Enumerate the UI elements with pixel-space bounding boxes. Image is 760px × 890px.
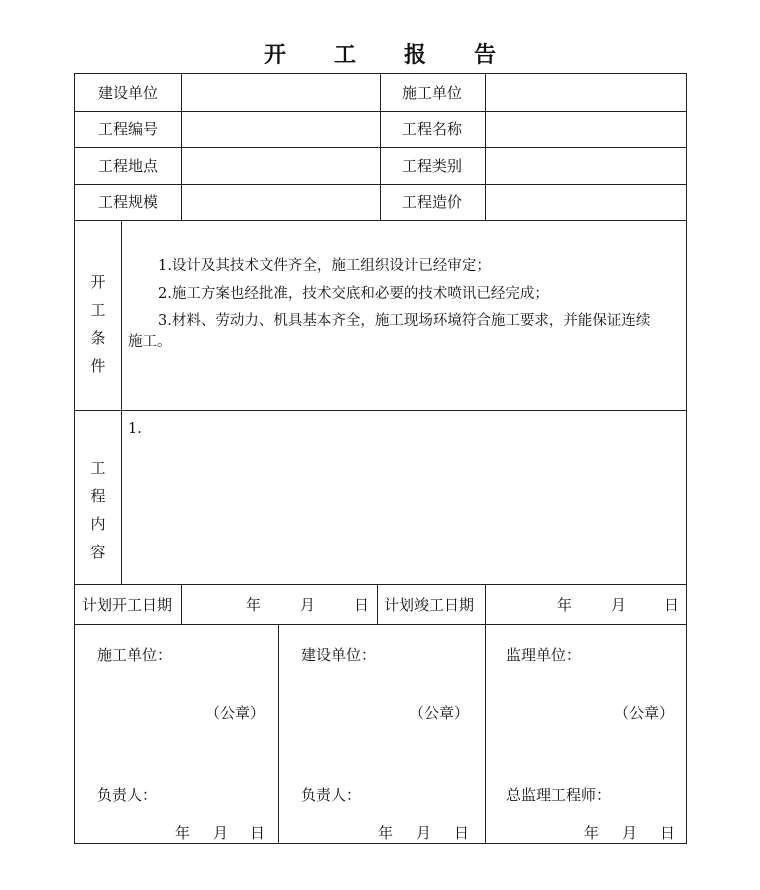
sign-builder-month: 月 xyxy=(416,824,432,842)
content-label-char: 程 xyxy=(90,487,106,505)
col-divider xyxy=(278,624,279,843)
sign-builder-seal: （公章） xyxy=(409,704,470,722)
col-divider xyxy=(485,73,486,220)
project-name-label: 工程名称 xyxy=(402,120,463,138)
condition-item: 3.材料、劳动力、机具基本齐全，施工现场环境符合施工要求，并能保证连续 xyxy=(158,313,651,329)
sign-construction-seal: （公章） xyxy=(205,704,266,722)
conditions-label-char: 件 xyxy=(90,357,106,375)
col-divider xyxy=(121,220,122,584)
project-category-value[interactable] xyxy=(494,156,674,176)
sign-construction-year: 年 xyxy=(175,824,191,842)
content-label-char: 工 xyxy=(90,459,106,477)
planned-start-label: 计划开工日期 xyxy=(82,596,173,614)
sign-supervision-seal: （公章） xyxy=(614,704,675,722)
conditions-label-char: 工 xyxy=(90,301,106,319)
sign-supervision-day: 日 xyxy=(660,824,676,842)
title-char: 工 xyxy=(333,42,356,68)
sign-builder-year: 年 xyxy=(378,824,394,842)
col-divider xyxy=(380,73,381,220)
planned-end-label: 计划竣工日期 xyxy=(384,596,475,614)
row-divider xyxy=(74,410,686,411)
end-month: 月 xyxy=(611,596,627,614)
start-day: 日 xyxy=(354,596,370,614)
project-cost-label: 工程造价 xyxy=(402,193,463,211)
col-divider xyxy=(485,624,486,843)
end-year: 年 xyxy=(557,596,573,614)
sign-builder-person-label: 负责人： xyxy=(301,786,362,804)
condition-item: 施工。 xyxy=(128,334,172,350)
page-title xyxy=(0,38,760,69)
title-char: 告 xyxy=(474,42,497,68)
sign-supervision-person-label: 总监理工程师： xyxy=(506,786,612,804)
content-label-char: 容 xyxy=(90,543,106,561)
start-month: 月 xyxy=(300,596,316,614)
sign-construction-unit-label: 施工单位： xyxy=(97,646,173,664)
construction-unit-value[interactable] xyxy=(190,83,370,103)
row-divider xyxy=(74,220,686,221)
construction-unit-label: 建设单位 xyxy=(98,84,159,102)
sign-supervision-unit-label: 监理单位： xyxy=(506,646,582,664)
project-location-label: 工程地点 xyxy=(98,157,159,175)
content-label-char: 内 xyxy=(90,515,106,533)
conditions-label-char: 开 xyxy=(90,273,106,291)
start-year: 年 xyxy=(246,596,262,614)
sign-supervision-month: 月 xyxy=(622,824,638,842)
sign-construction-person-label: 负责人： xyxy=(97,786,158,804)
project-number-label: 工程编号 xyxy=(98,120,159,138)
title-char: 开 xyxy=(263,42,286,68)
col-divider xyxy=(181,584,182,624)
condition-item: 2.施工方案也经批准，技术交底和必要的技术喷讯已经完成； xyxy=(158,286,549,302)
col-divider xyxy=(377,584,378,624)
sign-supervision-year: 年 xyxy=(584,824,600,842)
row-divider xyxy=(74,584,686,585)
col-divider xyxy=(181,73,182,220)
project-name-value[interactable] xyxy=(494,119,674,139)
project-category-label: 工程类别 xyxy=(402,157,463,175)
col-divider xyxy=(485,584,486,624)
sign-construction-month: 月 xyxy=(213,824,229,842)
end-day: 日 xyxy=(664,596,680,614)
conditions-label-char: 条 xyxy=(90,329,106,347)
builder-unit-value[interactable] xyxy=(494,83,674,103)
project-location-value[interactable] xyxy=(190,156,370,176)
sign-builder-unit-label: 建设单位： xyxy=(301,646,377,664)
builder-unit-label: 施工单位 xyxy=(402,84,463,102)
project-scale-value[interactable] xyxy=(190,192,370,212)
project-cost-value[interactable] xyxy=(494,192,674,212)
project-scale-label: 工程规模 xyxy=(98,193,159,211)
sign-builder-day: 日 xyxy=(454,824,470,842)
condition-item: 1.设计及其技术文件齐全，施工组织设计已经审定； xyxy=(158,258,491,274)
project-number-value[interactable] xyxy=(190,119,370,139)
row-divider xyxy=(74,624,686,625)
content-text[interactable]: 1. xyxy=(128,421,142,437)
title-char: 报 xyxy=(404,42,427,68)
sign-construction-day: 日 xyxy=(250,824,266,842)
